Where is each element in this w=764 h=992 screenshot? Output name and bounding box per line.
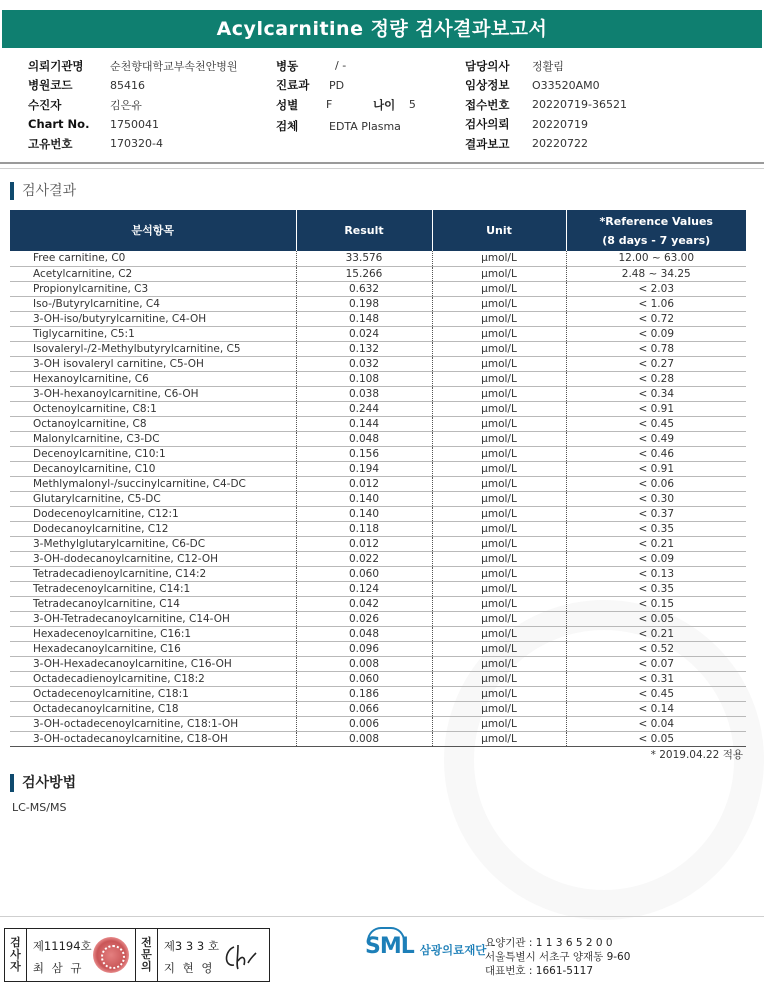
result-cell: 0.198 bbox=[296, 296, 432, 311]
info-label: 결과보고 bbox=[465, 136, 510, 151]
info-value: 85416 bbox=[110, 78, 145, 92]
unit-cell: μmol/L bbox=[432, 671, 566, 686]
reference-cell: < 0.91 bbox=[566, 461, 746, 476]
table-row bbox=[10, 386, 746, 401]
unit-cell: μmol/L bbox=[432, 716, 566, 731]
info-label: 담당의사 bbox=[465, 58, 510, 73]
table-row bbox=[10, 341, 746, 356]
table-row bbox=[10, 356, 746, 371]
organization-info bbox=[485, 936, 630, 978]
unit-cell: μmol/L bbox=[432, 686, 566, 701]
tester-label-char: 자 bbox=[10, 960, 21, 973]
unit-cell: μmol/L bbox=[432, 446, 566, 461]
reference-cell: < 0.91 bbox=[566, 401, 746, 416]
unit-cell: μmol/L bbox=[432, 626, 566, 641]
unit-cell: μmol/L bbox=[432, 311, 566, 326]
unit-cell: μmol/L bbox=[432, 701, 566, 716]
analyte-cell: Dodecenoylcarnitine, C12:1 bbox=[10, 506, 296, 521]
result-cell: 0.156 bbox=[296, 446, 432, 461]
results-table-body bbox=[10, 251, 746, 746]
tester-label-char: 검 bbox=[10, 936, 21, 949]
analyte-cell: Octadecadienoylcarnitine, C18:2 bbox=[10, 671, 296, 686]
result-cell: 0.632 bbox=[296, 281, 432, 296]
phone: 대표번호 : 1661-5117 bbox=[485, 965, 594, 977]
table-row bbox=[10, 311, 746, 326]
reference-cell: < 0.46 bbox=[566, 446, 746, 461]
reference-cell: < 0.45 bbox=[566, 686, 746, 701]
info-label: 임상정보 bbox=[465, 78, 510, 93]
unit-cell: μmol/L bbox=[432, 521, 566, 536]
info-row bbox=[465, 95, 685, 115]
table-row bbox=[10, 266, 746, 281]
unit-cell: μmol/L bbox=[432, 461, 566, 476]
table-row bbox=[10, 596, 746, 611]
table-row bbox=[10, 656, 746, 671]
results-table bbox=[10, 210, 746, 747]
table-row bbox=[10, 401, 746, 416]
table-row bbox=[10, 566, 746, 581]
table-row bbox=[10, 716, 746, 731]
header-reference-line1: *Reference Values bbox=[599, 214, 713, 228]
info-row bbox=[465, 56, 685, 76]
unit-cell: μmol/L bbox=[432, 386, 566, 401]
unit-cell: μmol/L bbox=[432, 491, 566, 506]
unit-cell: μmol/L bbox=[432, 656, 566, 671]
analyte-cell: 3-OH isovaleryl carnitine, C5-OH bbox=[10, 356, 296, 371]
table-row bbox=[10, 446, 746, 461]
reference-cell: < 0.35 bbox=[566, 521, 746, 536]
reference-cell: < 0.07 bbox=[566, 656, 746, 671]
info-value: 170320-4 bbox=[110, 137, 163, 151]
info-row bbox=[28, 134, 278, 154]
analyte-cell: 3-OH-octadecanoylcarnitine, C18-OH bbox=[10, 731, 296, 746]
analyte-cell: Propionylcarnitine, C3 bbox=[10, 281, 296, 296]
unit-cell: μmol/L bbox=[432, 551, 566, 566]
table-row bbox=[10, 296, 746, 311]
unit-cell: μmol/L bbox=[432, 596, 566, 611]
result-cell: 0.148 bbox=[296, 311, 432, 326]
table-row bbox=[10, 491, 746, 506]
info-row bbox=[465, 115, 685, 135]
unit-cell: μmol/L bbox=[432, 296, 566, 311]
analyte-cell: Tiglycarnitine, C5:1 bbox=[10, 326, 296, 341]
reference-cell: 12.00 ~ 63.00 bbox=[566, 251, 746, 266]
info-label: 접수번호 bbox=[465, 97, 510, 112]
result-cell: 33.576 bbox=[296, 251, 432, 266]
info-row bbox=[28, 95, 278, 115]
result-cell: 0.008 bbox=[296, 731, 432, 746]
sex-label: 성별 bbox=[276, 97, 299, 112]
unit-cell: μmol/L bbox=[432, 536, 566, 551]
reviewer-name: 지 현 영 bbox=[163, 961, 215, 975]
reference-footnote: * 2019.04.22 적용 bbox=[650, 749, 743, 761]
unit-cell: μmol/L bbox=[432, 476, 566, 491]
result-cell: 0.186 bbox=[296, 686, 432, 701]
reference-cell: < 0.27 bbox=[566, 356, 746, 371]
result-cell: 0.026 bbox=[296, 611, 432, 626]
info-value: O33520AM0 bbox=[532, 78, 600, 92]
analyte-cell: Isovaleryl-/2-Methylbutyrylcarnitine, C5 bbox=[10, 341, 296, 356]
age-value: 5 bbox=[408, 98, 416, 112]
table-row bbox=[10, 521, 746, 536]
method-section-title: 검사방법 bbox=[10, 774, 76, 792]
result-cell: 0.060 bbox=[296, 671, 432, 686]
result-cell: 0.048 bbox=[296, 431, 432, 446]
reference-cell: < 0.13 bbox=[566, 566, 746, 581]
info-label: 수진자 bbox=[28, 97, 62, 112]
result-cell: 15.266 bbox=[296, 266, 432, 281]
result-cell: 0.118 bbox=[296, 521, 432, 536]
info-row bbox=[28, 56, 278, 76]
analyte-cell: Decenoylcarnitine, C10:1 bbox=[10, 446, 296, 461]
report-title: Acylcarnitine 정량 검사결과보고서 bbox=[2, 10, 762, 48]
reference-cell: < 0.78 bbox=[566, 341, 746, 356]
care-code: 요양기관 : 1 1 3 6 5 2 0 0 bbox=[485, 937, 613, 949]
unit-cell: μmol/L bbox=[432, 401, 566, 416]
method-value: LC-MS/MS bbox=[12, 801, 67, 814]
info-value: 20220719-36521 bbox=[532, 98, 627, 112]
specimen-value: EDTA Plasma bbox=[329, 119, 401, 133]
signature-icon bbox=[220, 939, 260, 975]
table-row bbox=[10, 251, 746, 266]
table-row bbox=[10, 581, 746, 596]
divider bbox=[0, 916, 764, 917]
unit-cell: μmol/L bbox=[432, 611, 566, 626]
table-row bbox=[10, 626, 746, 641]
reference-cell: < 0.14 bbox=[566, 701, 746, 716]
reference-cell: < 0.21 bbox=[566, 536, 746, 551]
reference-cell: < 0.30 bbox=[566, 491, 746, 506]
result-cell: 0.038 bbox=[296, 386, 432, 401]
result-cell: 0.012 bbox=[296, 476, 432, 491]
address: 서울특별시 서초구 양재동 9-60 bbox=[485, 951, 631, 963]
unit-cell: μmol/L bbox=[432, 341, 566, 356]
header-reference bbox=[566, 210, 746, 251]
dept-value: PD bbox=[329, 78, 345, 92]
result-cell: 0.140 bbox=[296, 506, 432, 521]
info-value: 김은유 bbox=[110, 98, 142, 112]
reference-cell: < 2.03 bbox=[566, 281, 746, 296]
analyte-cell: Free carnitine, C0 bbox=[10, 251, 296, 266]
analyte-cell: Tetradecenoylcarnitine, C14:1 bbox=[10, 581, 296, 596]
info-label: 병원코드 bbox=[28, 78, 73, 93]
analyte-cell: Malonylcarnitine, C3-DC bbox=[10, 431, 296, 446]
info-row bbox=[465, 76, 685, 96]
signature-box bbox=[4, 928, 270, 982]
analyte-cell: Methlymalonyl-/succinylcarnitine, C4-DC bbox=[10, 476, 296, 491]
table-header-row bbox=[10, 210, 746, 251]
reviewer-label bbox=[136, 929, 158, 981]
analyte-cell: Octadecanoylcarnitine, C18 bbox=[10, 701, 296, 716]
reference-cell: < 0.05 bbox=[566, 731, 746, 746]
ward-value: / - bbox=[335, 59, 347, 73]
table-row bbox=[10, 731, 746, 746]
result-cell: 0.048 bbox=[296, 626, 432, 641]
specimen-label: 검체 bbox=[276, 119, 299, 133]
unit-cell: μmol/L bbox=[432, 566, 566, 581]
analyte-cell: Decanoylcarnitine, C10 bbox=[10, 461, 296, 476]
dept-label: 진료과 bbox=[276, 78, 310, 93]
table-row bbox=[10, 431, 746, 446]
results-section-title: 검사결과 bbox=[10, 182, 76, 200]
reference-cell: 2.48 ~ 34.25 bbox=[566, 266, 746, 281]
reference-cell: < 1.06 bbox=[566, 296, 746, 311]
unit-cell: μmol/L bbox=[432, 251, 566, 266]
analyte-cell: Acetylcarnitine, C2 bbox=[10, 266, 296, 281]
divider bbox=[0, 162, 764, 164]
result-cell: 0.096 bbox=[296, 641, 432, 656]
reviewer-cell bbox=[158, 929, 269, 981]
table-row bbox=[10, 611, 746, 626]
info-label: Chart No. bbox=[28, 117, 90, 132]
table-row bbox=[10, 326, 746, 341]
result-cell: 0.060 bbox=[296, 566, 432, 581]
info-row bbox=[28, 115, 278, 135]
analyte-cell: Glutarylcarnitine, C5-DC bbox=[10, 491, 296, 506]
result-cell: 0.144 bbox=[296, 416, 432, 431]
analyte-cell: 3-OH-Tetradecanoylcarnitine, C14-OH bbox=[10, 611, 296, 626]
analyte-cell: 3-Methylglutarylcarnitine, C6-DC bbox=[10, 536, 296, 551]
analyte-cell: Tetradecadienoylcarnitine, C14:2 bbox=[10, 566, 296, 581]
age-label: 나이 bbox=[373, 97, 396, 112]
analyte-cell: Hexadecenoylcarnitine, C16:1 bbox=[10, 626, 296, 641]
header-analyte: 분석항목 bbox=[10, 210, 296, 251]
reference-cell: < 0.04 bbox=[566, 716, 746, 731]
info-value: 정활림 bbox=[532, 59, 564, 73]
reference-cell: < 0.35 bbox=[566, 581, 746, 596]
result-cell: 0.132 bbox=[296, 341, 432, 356]
reviewer-label-char: 의 bbox=[141, 960, 152, 973]
logo-mark: SML bbox=[365, 934, 414, 959]
header-reference-line2: (8 days - 7 years) bbox=[602, 233, 711, 247]
analyte-cell: 3-OH-octadecenoylcarnitine, C18:1-OH bbox=[10, 716, 296, 731]
result-cell: 0.012 bbox=[296, 536, 432, 551]
tester-label bbox=[5, 929, 27, 981]
header-result: Result bbox=[296, 210, 432, 251]
reviewer-label-char: 문 bbox=[141, 948, 152, 961]
unit-cell: μmol/L bbox=[432, 281, 566, 296]
tester-license: 제11194호 bbox=[32, 939, 92, 953]
reference-cell: < 0.52 bbox=[566, 641, 746, 656]
patient-info-col1 bbox=[28, 56, 278, 154]
patient-info-col3 bbox=[465, 56, 685, 154]
table-row bbox=[10, 701, 746, 716]
analyte-cell: 3-OH-hexanoylcarnitine, C6-OH bbox=[10, 386, 296, 401]
reference-cell: < 0.28 bbox=[566, 371, 746, 386]
result-cell: 0.244 bbox=[296, 401, 432, 416]
tester-label-char: 사 bbox=[10, 948, 21, 961]
info-row bbox=[465, 134, 685, 154]
reviewer-license: 제3 3 3 호 bbox=[163, 939, 219, 953]
analyte-cell: Octadecenoylcarnitine, C18:1 bbox=[10, 686, 296, 701]
info-value: 1750041 bbox=[110, 117, 159, 131]
result-cell: 0.032 bbox=[296, 356, 432, 371]
unit-cell: μmol/L bbox=[432, 371, 566, 386]
result-cell: 0.006 bbox=[296, 716, 432, 731]
reference-cell: < 0.15 bbox=[566, 596, 746, 611]
tester-cell bbox=[27, 929, 136, 981]
unit-cell: μmol/L bbox=[432, 326, 566, 341]
info-value: 20220719 bbox=[532, 117, 588, 131]
header-unit: Unit bbox=[432, 210, 566, 251]
unit-cell: μmol/L bbox=[432, 416, 566, 431]
result-cell: 0.108 bbox=[296, 371, 432, 386]
unit-cell: μmol/L bbox=[432, 266, 566, 281]
reference-cell: < 0.45 bbox=[566, 416, 746, 431]
result-cell: 0.022 bbox=[296, 551, 432, 566]
table-row bbox=[10, 281, 746, 296]
table-row bbox=[10, 536, 746, 551]
table-row bbox=[10, 416, 746, 431]
unit-cell: μmol/L bbox=[432, 431, 566, 446]
unit-cell: μmol/L bbox=[432, 581, 566, 596]
analyte-cell: Hexanoylcarnitine, C6 bbox=[10, 371, 296, 386]
reference-cell: < 0.05 bbox=[566, 611, 746, 626]
result-cell: 0.008 bbox=[296, 656, 432, 671]
result-cell: 0.042 bbox=[296, 596, 432, 611]
reference-cell: < 0.09 bbox=[566, 326, 746, 341]
analyte-cell: Iso-/Butyrylcarnitine, C4 bbox=[10, 296, 296, 311]
info-label: 검사의뢰 bbox=[465, 117, 510, 132]
analyte-cell: Octenoylcarnitine, C8:1 bbox=[10, 401, 296, 416]
logo-text: 삼광의료재단 bbox=[419, 942, 487, 957]
analyte-cell: Octanoylcarnitine, C8 bbox=[10, 416, 296, 431]
reference-cell: < 0.37 bbox=[566, 506, 746, 521]
reference-cell: < 0.06 bbox=[566, 476, 746, 491]
table-row bbox=[10, 671, 746, 686]
table-row bbox=[10, 686, 746, 701]
divider bbox=[0, 168, 764, 169]
unit-cell: μmol/L bbox=[432, 356, 566, 371]
sml-logo bbox=[365, 934, 486, 959]
info-value: 20220722 bbox=[532, 137, 588, 151]
analyte-cell: 3-OH-dodecanoylcarnitine, C12-OH bbox=[10, 551, 296, 566]
info-label: 의뢰기관명 bbox=[28, 58, 84, 73]
result-cell: 0.194 bbox=[296, 461, 432, 476]
reference-cell: < 0.72 bbox=[566, 311, 746, 326]
unit-cell: μmol/L bbox=[432, 506, 566, 521]
info-label: 고유번호 bbox=[28, 136, 73, 151]
analyte-cell: Hexadecanoylcarnitine, C16 bbox=[10, 641, 296, 656]
reference-cell: < 0.31 bbox=[566, 671, 746, 686]
analyte-cell: Dodecanoylcarnitine, C12 bbox=[10, 521, 296, 536]
info-value: 순천향대학교부속천안병원 bbox=[110, 59, 238, 73]
result-cell: 0.066 bbox=[296, 701, 432, 716]
tester-name: 최 삼 규 bbox=[32, 961, 84, 975]
reference-cell: < 0.09 bbox=[566, 551, 746, 566]
table-row bbox=[10, 641, 746, 656]
reference-cell: < 0.34 bbox=[566, 386, 746, 401]
table-row bbox=[10, 461, 746, 476]
table-row bbox=[10, 371, 746, 386]
sex-value: F bbox=[325, 98, 333, 112]
seal-stamp-icon bbox=[93, 937, 129, 973]
analyte-cell: 3-OH-Hexadecanoylcarnitine, C16-OH bbox=[10, 656, 296, 671]
reference-cell: < 0.21 bbox=[566, 626, 746, 641]
analyte-cell: Tetradecanoylcarnitine, C14 bbox=[10, 596, 296, 611]
unit-cell: μmol/L bbox=[432, 731, 566, 746]
table-row bbox=[10, 551, 746, 566]
analyte-cell: 3-OH-iso/butyrylcarnitine, C4-OH bbox=[10, 311, 296, 326]
result-cell: 0.024 bbox=[296, 326, 432, 341]
reference-cell: < 0.49 bbox=[566, 431, 746, 446]
table-row bbox=[10, 506, 746, 521]
unit-cell: μmol/L bbox=[432, 641, 566, 656]
result-cell: 0.140 bbox=[296, 491, 432, 506]
result-cell: 0.124 bbox=[296, 581, 432, 596]
patient-info-col2 bbox=[276, 56, 456, 138]
ward-label: 병동 bbox=[276, 58, 299, 73]
reviewer-label-char: 전 bbox=[141, 936, 152, 949]
info-row bbox=[28, 76, 278, 96]
table-row bbox=[10, 476, 746, 491]
